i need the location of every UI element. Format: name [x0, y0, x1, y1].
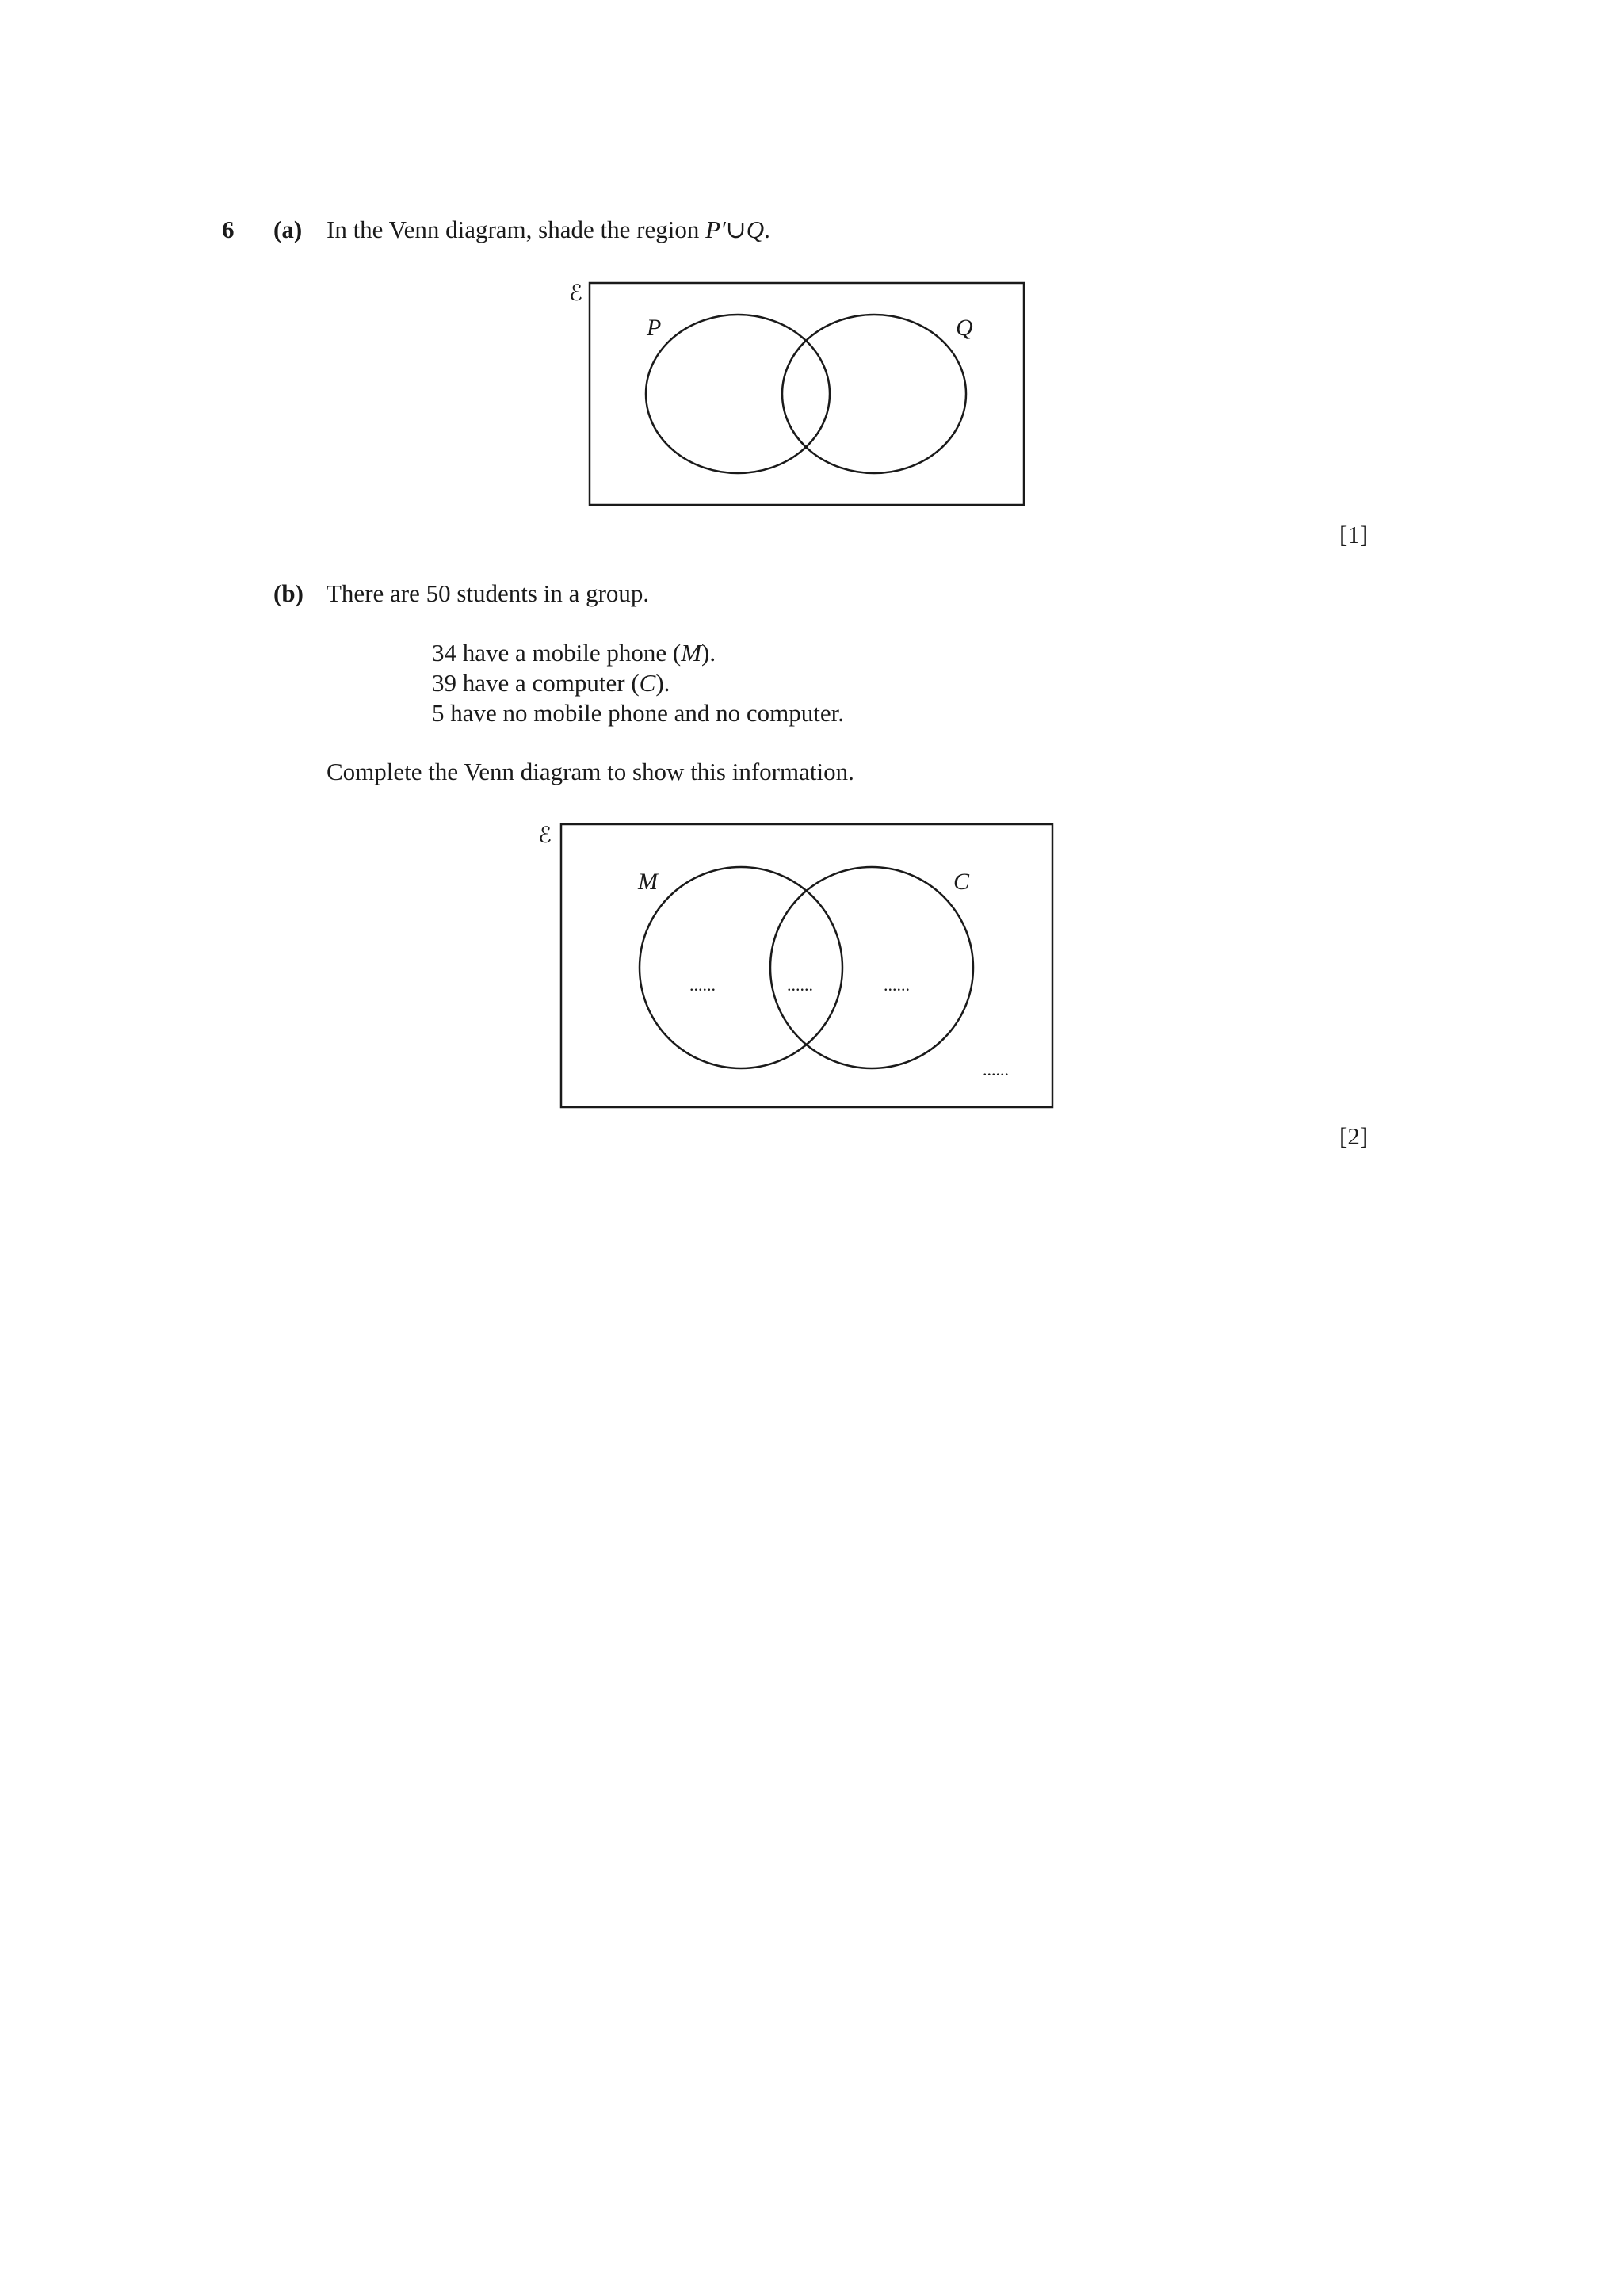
set-label-c: C [953, 869, 970, 895]
part-b-label: (b) [273, 579, 304, 607]
blank-outside[interactable]: ...... [983, 1060, 1009, 1079]
blank-c-only[interactable]: ...... [884, 975, 910, 995]
part-b-intro: There are 50 students in a group. [327, 579, 650, 607]
universal-set-box-b [561, 824, 1052, 1107]
part-a-question-text [327, 215, 770, 245]
set-m-circle[interactable] [640, 867, 842, 1068]
set-label-p: P [647, 315, 662, 341]
fact-computer [432, 668, 670, 698]
fact-1-text: 39 have a computer ( [432, 669, 640, 697]
blank-intersection[interactable]: ...... [787, 975, 813, 995]
part-a-text: In the Venn diagram, shade the region [327, 216, 700, 243]
fact-1-end: ). [655, 669, 670, 697]
part-b-instruction: Complete the Venn diagram to show this information. [327, 758, 854, 785]
set-q-circle[interactable] [782, 315, 966, 473]
part-a-expression-end: . [764, 216, 770, 243]
venn-diagram-a[interactable] [555, 273, 1030, 511]
question-number: 6 [222, 216, 235, 243]
fact-0-var: M [681, 639, 702, 667]
set-p-circle[interactable] [646, 315, 830, 473]
part-a-marks: [1] [1339, 521, 1369, 548]
fact-mobile-phone [432, 638, 716, 668]
fact-0-end: ). [701, 639, 716, 667]
part-a-expression: P′∪Q [705, 216, 765, 243]
part-b-marks: [2] [1339, 1122, 1369, 1150]
fact-0-text: 34 have a mobile phone ( [432, 639, 682, 667]
set-c-circle[interactable] [770, 867, 973, 1068]
set-label-m: M [638, 869, 658, 895]
fact-1-var: C [639, 669, 656, 697]
venn-diagram-b[interactable] [527, 816, 1058, 1114]
universal-symbol-a: ℰ [569, 281, 582, 306]
universal-symbol-b: ℰ [538, 823, 552, 848]
set-label-q: Q [956, 315, 973, 341]
blank-m-only[interactable]: ...... [689, 975, 716, 995]
fact-2-text: 5 have no mobile phone and no computer. [432, 699, 844, 727]
fact-neither [432, 698, 844, 728]
part-a-label: (a) [273, 216, 303, 243]
